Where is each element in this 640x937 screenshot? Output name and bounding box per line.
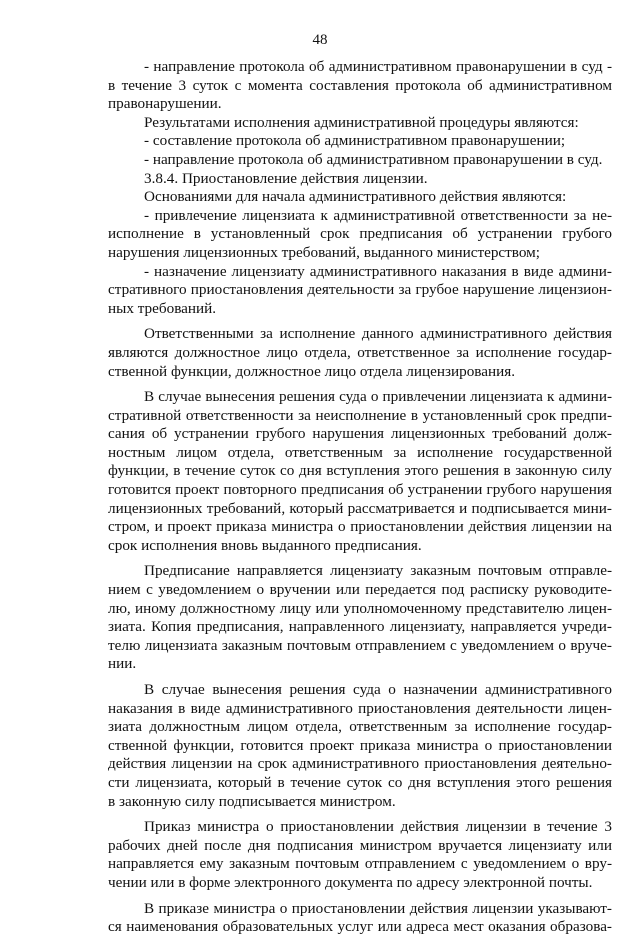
text-line: стром, и проект приказа министра о приостановлении действия лицензии на xyxy=(108,518,612,536)
text-line: сания об устранении грубого нарушения лицензионных требований долж- xyxy=(108,425,612,443)
text-line: 3.8.4. Приостановление действия лицензии. xyxy=(144,169,428,187)
text-line: - составление протокола об административном правонарушении; xyxy=(144,132,566,150)
text-line: В приказе министра о приостановлении действия лицензии указывают- xyxy=(144,899,612,917)
text-line: направляется ему заказным почтовым отправлением с уведомлением о вру- xyxy=(108,855,612,873)
paragraph-gap xyxy=(108,674,612,681)
text-line: рабочих дней после дня подписания министром вручается лицензиату или xyxy=(108,836,612,854)
text-line: чении или в форме электронного документа по адресу электронной почты. xyxy=(108,873,593,891)
text-line: ных требований. xyxy=(108,299,217,317)
text-line: правонарушении. xyxy=(108,95,222,113)
paragraph-gap xyxy=(108,318,612,325)
document-body xyxy=(108,58,612,937)
text-line: нарушения лицензионных требований, выданного министерством; xyxy=(108,243,540,261)
text-line: В случае вынесения решения суда о привлечении лицензиата к админи- xyxy=(144,388,612,406)
paragraph-gap xyxy=(108,893,612,900)
text-line: срок исполнения вновь выданного предписания. xyxy=(108,536,422,554)
text-line: нием с уведомлением о вручении или передается под расписку руководите- xyxy=(108,581,612,599)
text-line: стративного приостановления деятельности за грубое нарушение лицензион- xyxy=(108,281,612,299)
text-line: В случае вынесения решения суда о назначении административного xyxy=(144,681,612,698)
page-number: 48 xyxy=(312,32,328,48)
text-line: нии. xyxy=(108,655,137,673)
text-line: ностным лицом отдела, ответственным за исполнение государственной xyxy=(108,443,612,461)
text-line: Приказ министра о приостановлении действия лицензии в течение 3 xyxy=(144,818,612,836)
text-line: зиата должностным лицом отдела, ответственным за исполнение государ- xyxy=(108,718,612,736)
text-line: исполнение в установленный срок предписания об устранении грубого xyxy=(108,225,612,243)
text-line: лю, иному должностному лицу или уполномоченному представителю лицен- xyxy=(108,599,612,617)
text-line: в течение 3 суток с момента составления протокола об административном xyxy=(108,76,612,94)
text-line: зиата. Копия предписания, направленного лицензиату, направляется учреди- xyxy=(108,618,612,636)
text-line: ственной функции, должностное лицо отдела лицензирования. xyxy=(108,362,516,380)
text-line: наказания в виде административного приостановления деятельности лицен- xyxy=(108,699,612,717)
text-line: - направление протокола об административном правонарушении в суд. xyxy=(144,150,603,168)
text-line: являются должностное лицо отдела, ответственное за исполнение государ- xyxy=(108,343,612,361)
text-line: ся наименования образовательных услуг или адреса мест оказания образова- xyxy=(108,918,612,936)
text-line: сти лицензиата, который в течение суток со дня вступления этого решения xyxy=(108,773,612,791)
paragraph-gap xyxy=(108,811,612,818)
text-line: - привлечение лицензиата к административной ответственности за не- xyxy=(144,206,612,224)
text-line: в законную силу подписывается министром. xyxy=(108,792,396,810)
text-line: - назначение лицензиату административного наказания в виде админи- xyxy=(144,262,612,280)
text-line: Результатами исполнения административной процедуры являются: xyxy=(144,113,579,131)
text-line: - направление протокола об административном правонарушении в суд - xyxy=(144,58,612,75)
text-line: ственной функции, готовится проект приказа министра о приостановлении xyxy=(108,736,612,754)
text-line: телю лицензиата заказным почтовым отправлением с уведомлением о вруче- xyxy=(108,636,612,654)
paragraph-gap xyxy=(108,555,612,562)
text-line: лицензионных требований, который рассматривается и подписывается мини- xyxy=(108,499,612,517)
text-line: Ответственными за исполнение данного административного действия xyxy=(144,325,612,343)
text-line: стративной ответственности за неисполнение в установленный срок предпи- xyxy=(108,406,612,424)
text-line: Основаниями для начала административного действия являются: xyxy=(144,188,567,206)
text-line: готовится проект повторного предписания об устранении грубого нарушения xyxy=(108,481,612,499)
text-line: функции, в течение суток со дня вступления этого решения в законную силу xyxy=(108,462,612,480)
paragraph-gap xyxy=(108,381,612,388)
text-line: действия лицензии на срок административного приостановления деятельно- xyxy=(108,755,612,773)
text-line: Предписание направляется лицензиату заказным почтовым отправле- xyxy=(144,562,612,580)
